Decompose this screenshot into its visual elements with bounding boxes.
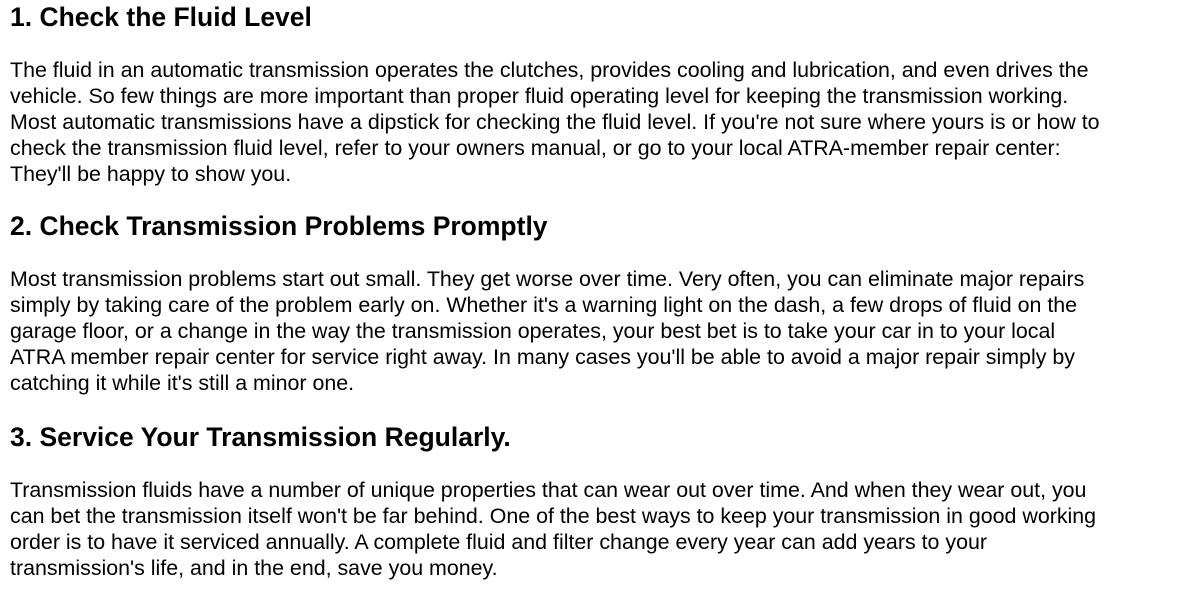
paragraph-line: vehicle. So few things are more important than proper fluid operating level for keeping the transmission working.	[10, 84, 1069, 108]
section-3-heading: 3. Service Your Transmission Regularly.	[10, 422, 511, 452]
paragraph-line: simply by taking care of the problem early on. Whether it's a warning light on the dash, a few drops of fluid on the	[10, 293, 1078, 317]
paragraph-line: Most automatic transmissions have a dipstick for checking the fluid level. If you're not sure where yours is or how to	[10, 110, 1100, 134]
section-2-heading: 2. Check Transmission Problems Promptly	[10, 211, 548, 241]
paragraph-line: check the transmission fluid level, refer to your owners manual, or go to your local ATRA-member repair center:	[10, 136, 1061, 160]
section-2-paragraph	[10, 266, 1084, 396]
paragraph-line: ATRA member repair center for service right away. In many cases you'll be able to avoid a major repair simply by	[10, 345, 1075, 369]
paragraph-line: The fluid in an automatic transmission operates the clutches, provides cooling and lubrication, and even drives the	[10, 58, 1089, 82]
paragraph-line: They'll be happy to show you.	[10, 162, 292, 186]
paragraph-line: Most transmission problems start out small. They get worse over time. Very often, you can eliminate major repairs	[10, 267, 1085, 291]
paragraph-line: order is to have it serviced annually. A complete fluid and filter change every year can add years to your	[10, 530, 987, 554]
paragraph-line: Transmission fluids have a number of unique properties that can wear out over time. And when they wear out, you	[10, 478, 1087, 502]
paragraph-line: transmission's life, and in the end, save you money.	[10, 556, 498, 580]
paragraph-line: can bet the transmission itself won't be far behind. One of the best ways to keep your transmission in good working	[10, 504, 1097, 528]
section-1-paragraph	[10, 57, 1100, 187]
section-1-heading: 1. Check the Fluid Level	[10, 2, 312, 32]
section-3-paragraph	[10, 477, 1096, 581]
paragraph-line: garage floor, or a change in the way the transmission operates, your best bet is to take your car in to your local	[10, 319, 1056, 343]
paragraph-line: catching it while it's still a minor one.	[10, 371, 355, 395]
